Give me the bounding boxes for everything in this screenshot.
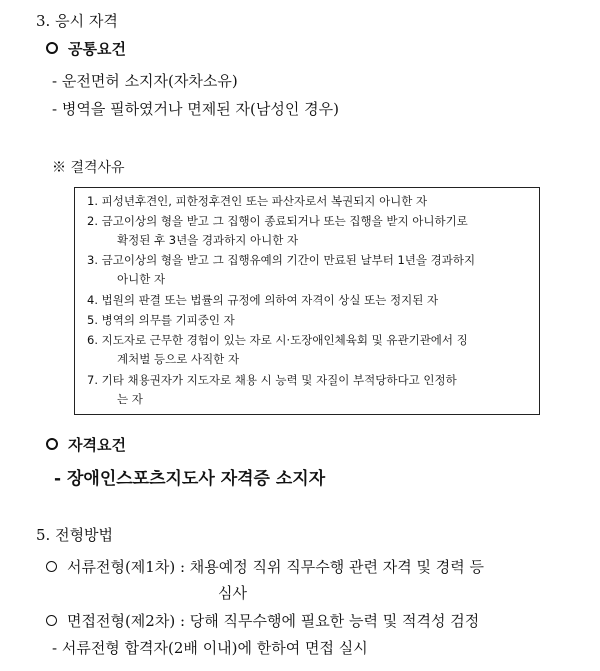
disq-item-2	[87, 212, 527, 250]
qualification-label: 자격요건	[68, 436, 126, 454]
interview-screening	[46, 610, 479, 631]
disq-item-6	[87, 331, 527, 369]
circle-bullet-icon	[46, 42, 58, 54]
interview-note: - 서류전형 합격자(2배 이내)에 한하여 면접 실시	[52, 639, 368, 657]
disq-item-7-line-1: 7. 기타 채용권자가 지도자로 채용 시 능력 및 자질이 부적당하다고 인정하	[87, 373, 457, 387]
document-screening-continuation: 심사	[218, 584, 247, 602]
section-3-title: 3. 응시 자격	[36, 12, 118, 30]
circle-bullet-icon	[46, 561, 57, 572]
disqualification-title: ※ 결격사유	[52, 160, 125, 176]
interview-screening-label: 면접전형(제2차) : 당해 직무수행에 필요한 능력 및 적격성 검정	[67, 612, 480, 630]
circle-bullet-icon	[46, 438, 58, 450]
disq-item-1-line-1: 1. 피성년후견인, 피한정후견인 또는 파산자로서 복권되지 아니한 자	[87, 194, 428, 208]
section-5-title: 5. 전형방법	[36, 526, 114, 544]
disq-item-5-line-1: 5. 병역의 의무를 기피중인 자	[87, 313, 235, 327]
document-screening	[46, 556, 484, 577]
qualification-item: - 장애인스포츠지도사 자격증 소지자	[54, 469, 326, 489]
disq-item-2-line-1: 2. 금고이상의 형을 받고 그 집행이 종료되거나 또는 집행을 받지 아니하기로	[87, 214, 468, 228]
common-requirements-label: 공통요건	[68, 40, 126, 58]
disqualification-box	[74, 187, 540, 415]
common-requirements-heading	[46, 38, 126, 59]
disq-item-2-line-2: 확정된 후 3년을 경과하지 아니한 자	[117, 233, 299, 247]
disq-item-5	[87, 311, 527, 330]
disq-item-1	[87, 192, 527, 211]
common-item-2: - 병역을 필하였거나 면제된 자(남성인 경우)	[52, 100, 339, 118]
disq-item-7-line-2: 는 자	[117, 392, 143, 406]
common-item-1: - 운전면허 소지자(자차소유)	[52, 72, 238, 90]
disq-item-3-line-2: 아니한 자	[117, 272, 166, 286]
disq-item-4	[87, 291, 527, 310]
circle-bullet-icon	[46, 615, 57, 626]
disq-item-3-line-1: 3. 금고이상의 형을 받고 그 집행유예의 기간이 만료된 날부터 1년을 경과하지	[87, 253, 476, 267]
disq-item-3	[87, 251, 527, 289]
disq-item-7	[87, 371, 527, 409]
disq-item-6-line-2: 계처벌 등으로 사직한 자	[117, 352, 240, 366]
qualification-heading	[46, 434, 126, 455]
disq-item-4-line-1: 4. 법원의 판결 또는 법률의 규정에 의하여 자격이 상실 또는 정지된 자	[87, 293, 439, 307]
document-screening-label: 서류전형(제1차) : 채용예정 직위 직무수행 관련 자격 및 경력 등	[67, 558, 484, 576]
disq-item-6-line-1: 6. 지도자로 근무한 경험이 있는 자로 시·도장애인체육회 및 유관기관에서 징	[87, 333, 468, 347]
